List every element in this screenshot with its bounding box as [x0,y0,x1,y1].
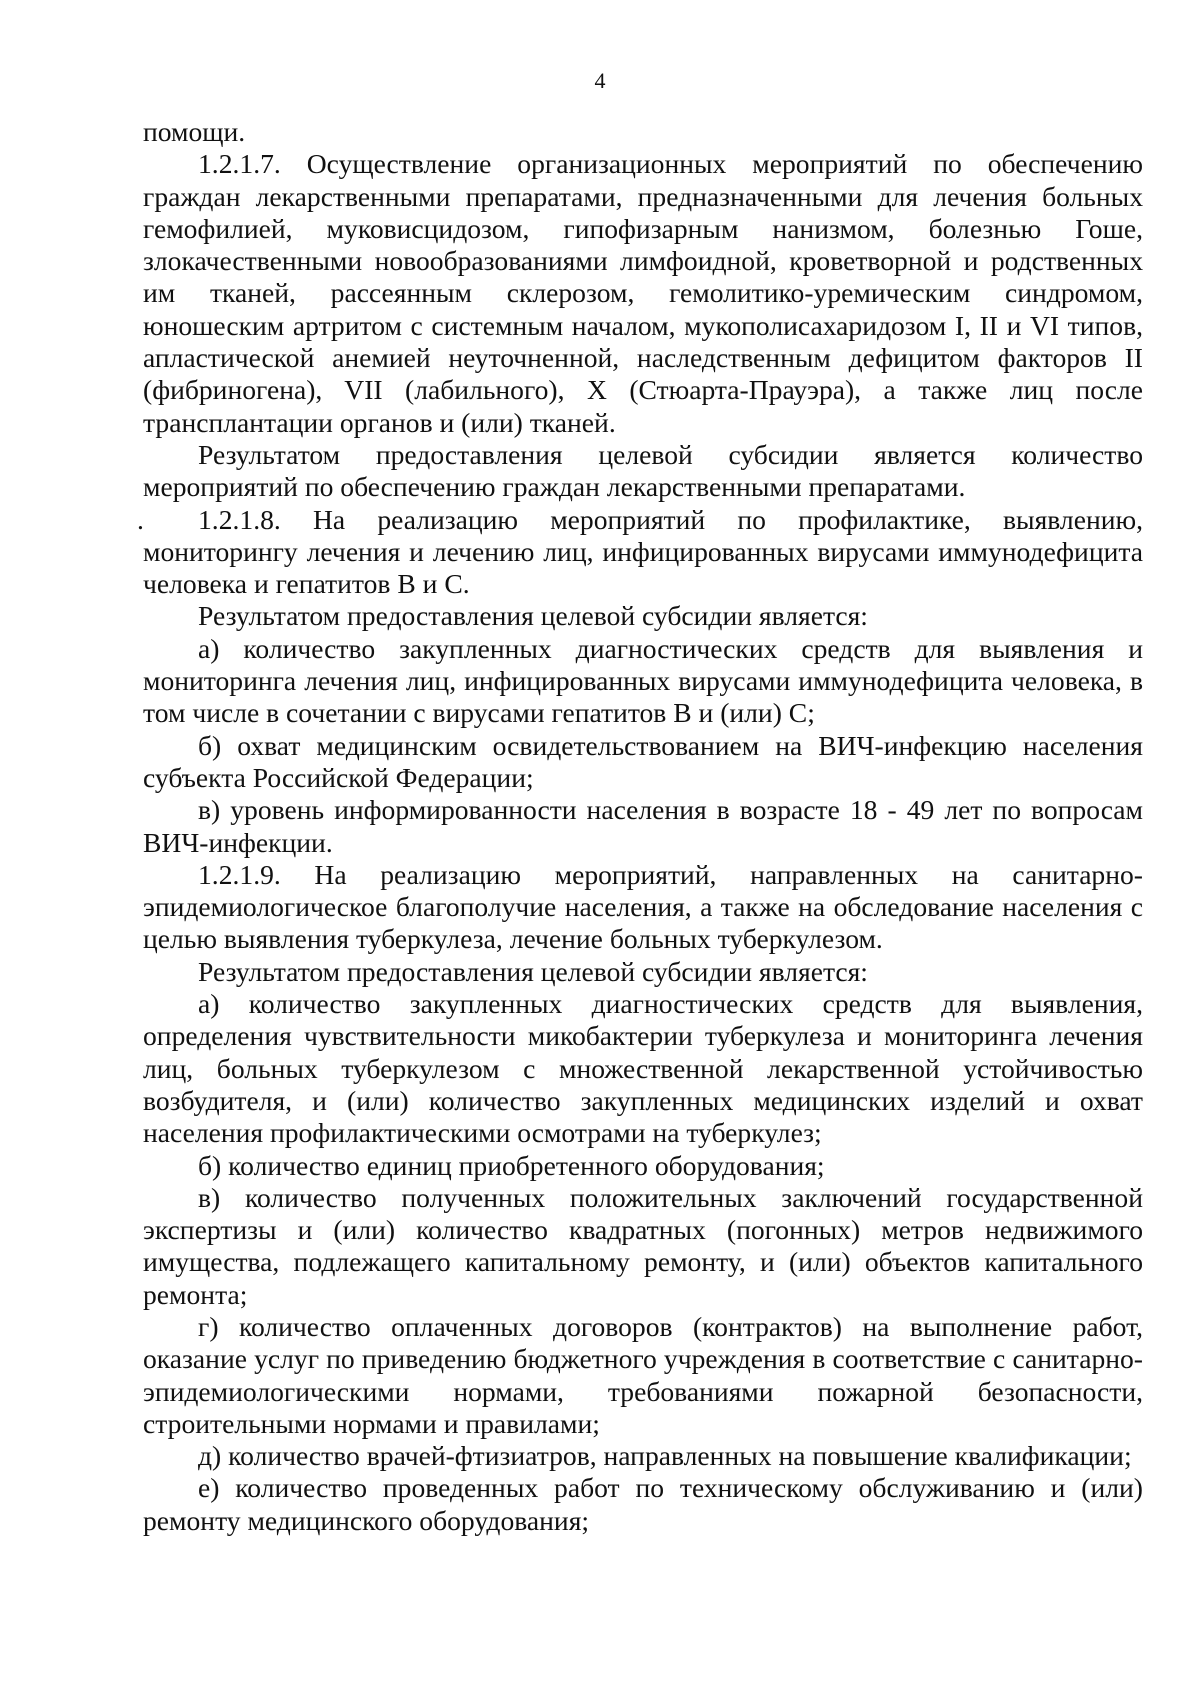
paragraph-continuation: помощи. [143,116,246,147]
list-item-1-2-1-9-v: в) количество полученных положительных заключений государственной экспертизы и (или) количество квадратных (погонных) метров недвижимого имущества, подлежащего капитальному ремонту, и (или) объектов капитального ремонта; [143,1181,1143,1310]
list-item-1-2-1-9-g: г) количество оплаченных договоров (контрактов) на выполнение работ, оказание услуг по приведению бюджетного учреждения в соответствие с санитарно-эпидемиологическими нормами, требованиями пожарной безопасности, строительными нормами и правилами; [143,1310,1143,1439]
paragraph-1-2-1-8: 1.2.1.8. На реализацию мероприятий по профилактике, выявлению, мониторингу лечения и лечению лиц, инфицированных вирусами иммунодефицита человека и гепатитов B и C. [143,503,1143,600]
paragraph-1-2-1-9: 1.2.1.9. На реализацию мероприятий, направленных на санитарно-эпидемиологическое благополучие населения, а также на обследование населения с целью выявления туберкулеза, лечение больных туберкулезом. [143,858,1143,955]
stray-dot-mark: . [137,503,144,535]
list-item-1-2-1-9-e: е) количество проведенных работ по техническому обслуживанию и (или) ремонту медицинского оборудования; [143,1472,1143,1536]
paragraph-1-2-1-8-wrapper [137,503,1143,601]
list-item-1-2-1-9-a: а) количество закупленных диагностических средств для выявления, определения чувствительности микобактерии туберкулеза и мониторинга лечения лиц, больных туберкулезом с множественной лекарственной устойчивостью возбудителя, и (или) количество закупленных медицинских изделий и охват населения профилактическими осмотрами на туберкулез; [143,988,1143,1149]
list-item-1-2-1-8-v: в) уровень информированности населения в возрасте 18 - 49 лет по вопросам ВИЧ-инфекции. [143,794,1143,858]
paragraph-1-2-1-7: 1.2.1.7. Осуществление организационных мероприятий по обеспечению граждан лекарственными препаратами, предназначенными для лечения больных гемофилией, муковисцидозом, гипофизарным нанизмом, болезнью Гоше, злокачественными новообразованиями лимфоидной, кроветворной и родственных им тканей, рассеянным склерозом, гемолитико-уремическим синдромом, юношеским артритом с системным началом, мукополисахаридозом I, II и VI типов, апластической анемией неуточненной, наследственным дефицитом факторов II (фибриногена), VII (лабильного), X (Стюарта-Прауэра), а также лиц после трансплантации органов и (или) тканей. [143,148,1143,438]
list-item-1-2-1-9-b: б) количество единиц приобретенного оборудования; [198,1149,825,1181]
paragraph-result-1-2-1-9: Результатом предоставления целевой субсидии является: [198,955,868,987]
list-item-1-2-1-8-b: б) охват медицинским освидетельствованием на ВИЧ-инфекцию населения субъекта Российской Федерации; [143,729,1143,793]
list-item-1-2-1-9-d: д) количество врачей-фтизиатров, направленных на повышение квалификации; [198,1440,1132,1472]
document-body [137,116,1143,1537]
paragraph-result-1-2-1-7: Результатом предоставления целевой субсидии является количество мероприятий по обеспечению граждан лекарственными препаратами. [143,438,1143,503]
list-item-1-2-1-8-a: а) количество закупленных диагностических средств для выявления и мониторинга лечения лиц, инфицированных вирусами иммунодефицита человека, в том числе в сочетании с вирусами гепатитов B и (или) C; [143,632,1143,729]
paragraph-result-1-2-1-8: Результатом предоставления целевой субсидии является: [198,600,868,632]
page-number: 4 [594,68,606,93]
